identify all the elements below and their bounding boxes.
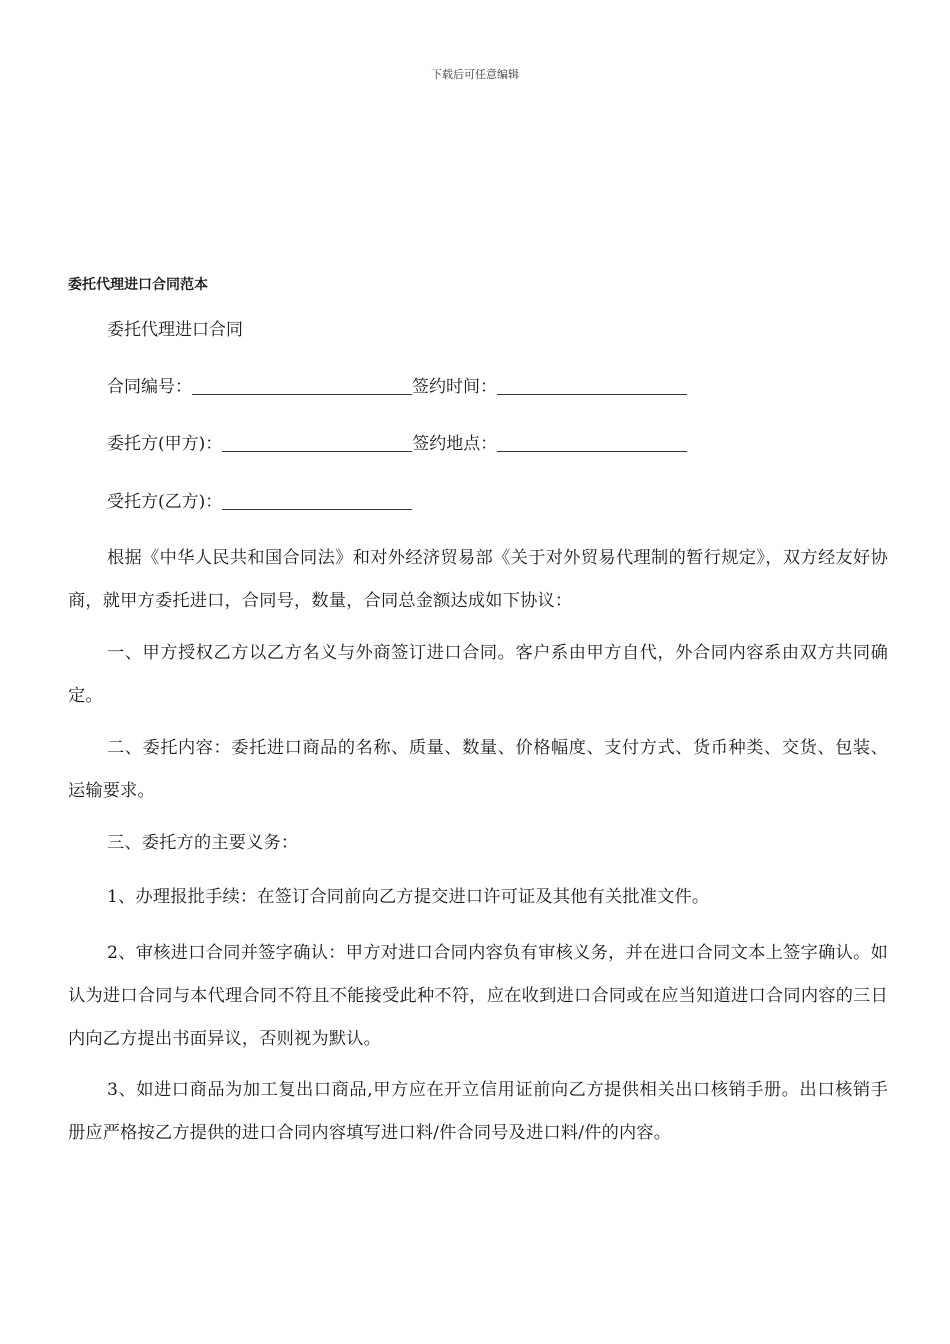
contract-number-row <box>68 369 888 405</box>
contract-number-label: 合同编号： <box>107 377 192 397</box>
paragraph-item-2: 2、审核进口合同并签字确认：甲方对进口合同内容负有审核义务，并在进口合同文本上签字确认。如认为进口合同与本代理合同不符且不能接受此种不符，应在收到进口合同或在应当知道进口合同内容的三日内向乙方提出书面异议，否则视为默认。 <box>68 943 888 1049</box>
paragraph-clause-1: 一、甲方授权乙方以乙方名义与外商签订进口合同。客户系由甲方自代，外合同内容系由双方共同确定。 <box>68 643 888 706</box>
sign-time-blank[interactable] <box>497 374 687 395</box>
agent-label: 受托方(乙方)： <box>107 492 223 512</box>
sign-place-blank[interactable] <box>497 431 687 452</box>
paragraph-item-3: 3、如进口商品为加工复出口商品,甲方应在开立信用证前向乙方提供相关出口核销手册。出口核销手册应严格按乙方提供的进口合同内容填写进口料/件合同号及进口料/件的内容。 <box>68 1080 888 1143</box>
contract-number-blank[interactable] <box>192 374 412 395</box>
client-row <box>68 426 888 462</box>
sign-place-label: 签约地点： <box>412 434 498 454</box>
agent-row <box>68 484 888 520</box>
agent-blank[interactable] <box>222 489 412 510</box>
client-blank[interactable] <box>222 431 412 452</box>
sign-time-label: 签约时间： <box>412 377 497 397</box>
paragraph-preamble: 根据《中华人民共和国合同法》和对外经济贸易部《关于对外贸易代理制的暂行规定》，双方经友好协商，就甲方委托进口，合同号，数量，合同总金额达成如下协议： <box>68 548 888 611</box>
contract-heading: 委托代理进口合同 <box>107 320 243 340</box>
document-title: 委托代理进口合同范本 <box>68 277 208 293</box>
paragraph-item-1: 1、办理报批手续：在签订合同前向乙方提交进口许可证及其他有关批准文件。 <box>107 887 710 907</box>
paragraph-clause-3: 三、委托方的主要义务： <box>107 833 299 853</box>
header-note: 下载后可任意编辑 <box>431 68 519 81</box>
paragraph-clause-2: 二、委托内容：委托进口商品的名称、质量、数量、价格幅度、支付方式、货币种类、交货、包装、运输要求。 <box>68 738 888 801</box>
client-label: 委托方(甲方)： <box>107 434 223 454</box>
